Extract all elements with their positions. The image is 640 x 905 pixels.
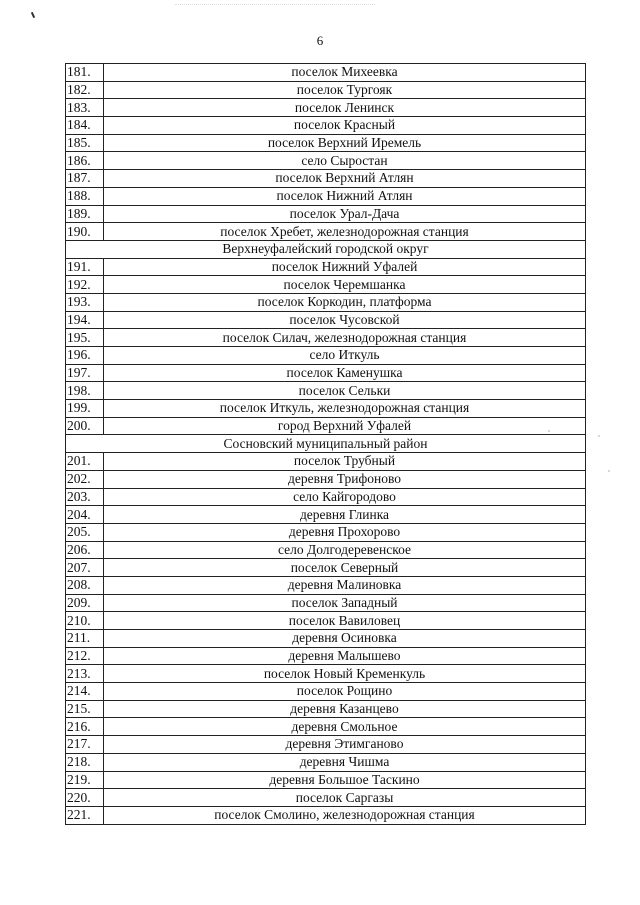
settlement-name: поселок Саргазы xyxy=(104,789,586,807)
settlement-name: поселок Коркодин, платформа xyxy=(104,293,586,311)
settlement-name: деревня Осиновка xyxy=(104,630,586,648)
settlement-name: поселок Смолино, железнодорожная станция xyxy=(104,806,586,824)
table-row xyxy=(66,276,586,294)
table-body xyxy=(66,64,586,825)
settlement-name: поселок Урал-Дача xyxy=(104,205,586,223)
row-number: 212. xyxy=(66,647,104,665)
row-number: 218. xyxy=(66,753,104,771)
settlement-name: деревня Этимганово xyxy=(104,736,586,754)
table-row xyxy=(66,541,586,559)
settlement-name: поселок Западный xyxy=(104,594,586,612)
section-title: Верхнеуфалейский городской округ xyxy=(66,240,586,258)
table-row xyxy=(66,170,586,188)
row-number: 185. xyxy=(66,134,104,152)
settlement-name: поселок Силач, железнодорожная станция xyxy=(104,329,586,347)
row-number: 205. xyxy=(66,523,104,541)
table-row xyxy=(66,559,586,577)
table-row xyxy=(66,311,586,329)
table-row xyxy=(66,152,586,170)
table-row xyxy=(66,99,586,117)
row-number: 214. xyxy=(66,683,104,701)
table-row xyxy=(66,293,586,311)
table-row xyxy=(66,64,586,82)
table-row xyxy=(66,665,586,683)
settlement-name: деревня Казанцево xyxy=(104,700,586,718)
table-row xyxy=(66,683,586,701)
table-row xyxy=(66,630,586,648)
settlement-name: поселок Иткуль, железнодорожная станция xyxy=(104,400,586,418)
settlement-name: деревня Трифоново xyxy=(104,470,586,488)
settlement-name: поселок Черемшанка xyxy=(104,276,586,294)
row-number: 195. xyxy=(66,329,104,347)
table-row xyxy=(66,806,586,824)
settlement-name: поселок Верхний Иремель xyxy=(104,134,586,152)
row-number: 206. xyxy=(66,541,104,559)
table-row xyxy=(66,470,586,488)
table-row xyxy=(66,612,586,630)
settlement-name: деревня Малиновка xyxy=(104,576,586,594)
settlement-name: поселок Вавиловец xyxy=(104,612,586,630)
table-row xyxy=(66,506,586,524)
row-number: 183. xyxy=(66,99,104,117)
table-row xyxy=(66,700,586,718)
row-number: 217. xyxy=(66,736,104,754)
row-number: 200. xyxy=(66,417,104,435)
row-number: 190. xyxy=(66,223,104,241)
row-number: 181. xyxy=(66,64,104,82)
table-row xyxy=(66,453,586,471)
row-number: 211. xyxy=(66,630,104,648)
settlement-name: поселок Рощино xyxy=(104,683,586,701)
row-number: 186. xyxy=(66,152,104,170)
table-row xyxy=(66,117,586,135)
row-number: 219. xyxy=(66,771,104,789)
settlement-name: поселок Нижний Уфалей xyxy=(104,258,586,276)
table-row xyxy=(66,258,586,276)
section-title: Сосновский муниципальный район xyxy=(66,435,586,453)
settlement-name: поселок Сельки xyxy=(104,382,586,400)
row-number: 187. xyxy=(66,170,104,188)
row-number: 207. xyxy=(66,559,104,577)
table-row xyxy=(66,576,586,594)
settlement-name: деревня Малышево xyxy=(104,647,586,665)
table-row xyxy=(66,400,586,418)
table-row xyxy=(66,523,586,541)
row-number: 201. xyxy=(66,453,104,471)
scan-artifact-mark xyxy=(31,12,35,18)
table-row xyxy=(66,223,586,241)
table-row xyxy=(66,329,586,347)
row-number: 196. xyxy=(66,347,104,365)
settlement-name: поселок Михеевка xyxy=(104,64,586,82)
settlement-name: деревня Прохорово xyxy=(104,523,586,541)
row-number: 213. xyxy=(66,665,104,683)
settlement-name: город Верхний Уфалей xyxy=(104,417,586,435)
settlement-name: поселок Трубный xyxy=(104,453,586,471)
table-row xyxy=(66,134,586,152)
row-number: 220. xyxy=(66,789,104,807)
table-row xyxy=(66,488,586,506)
row-number: 182. xyxy=(66,81,104,99)
settlement-name: поселок Верхний Атлян xyxy=(104,170,586,188)
row-number: 208. xyxy=(66,576,104,594)
scan-dot xyxy=(608,470,610,472)
page-number: 6 xyxy=(316,33,324,48)
table-row xyxy=(66,736,586,754)
row-number: 193. xyxy=(66,293,104,311)
row-number: 194. xyxy=(66,311,104,329)
table-row xyxy=(66,789,586,807)
settlement-name: поселок Красный xyxy=(104,117,586,135)
table-row xyxy=(66,187,586,205)
row-number: 191. xyxy=(66,258,104,276)
settlement-name: село Иткуль xyxy=(104,347,586,365)
row-number: 192. xyxy=(66,276,104,294)
table-row xyxy=(66,347,586,365)
row-number: 197. xyxy=(66,364,104,382)
row-number: 184. xyxy=(66,117,104,135)
row-number: 216. xyxy=(66,718,104,736)
row-number: 189. xyxy=(66,205,104,223)
row-number: 215. xyxy=(66,700,104,718)
row-number: 204. xyxy=(66,506,104,524)
settlement-name: поселок Ленинск xyxy=(104,99,586,117)
table-row xyxy=(66,753,586,771)
row-number: 199. xyxy=(66,400,104,418)
row-number: 198. xyxy=(66,382,104,400)
settlement-name: поселок Тургояк xyxy=(104,81,586,99)
settlement-name: деревня Глинка xyxy=(104,506,586,524)
table-row xyxy=(66,417,586,435)
faint-header-line xyxy=(175,4,375,7)
table-row xyxy=(66,647,586,665)
row-number: 203. xyxy=(66,488,104,506)
table-row xyxy=(66,594,586,612)
section-header-row xyxy=(66,240,586,258)
settlement-name: поселок Каменушка xyxy=(104,364,586,382)
table-row xyxy=(66,718,586,736)
settlement-name: поселок Чусовской xyxy=(104,311,586,329)
row-number: 188. xyxy=(66,187,104,205)
section-header-row xyxy=(66,435,586,453)
table-row xyxy=(66,382,586,400)
table-row xyxy=(66,771,586,789)
settlements-table xyxy=(65,63,586,825)
settlement-name: поселок Северный xyxy=(104,559,586,577)
table-row xyxy=(66,81,586,99)
row-number: 202. xyxy=(66,470,104,488)
settlement-name: поселок Нижний Атлян xyxy=(104,187,586,205)
row-number: 209. xyxy=(66,594,104,612)
settlement-name: поселок Новый Кременкуль xyxy=(104,665,586,683)
settlement-name: село Сыростан xyxy=(104,152,586,170)
settlement-name: деревня Большое Таскино xyxy=(104,771,586,789)
row-number: 221. xyxy=(66,806,104,824)
settlement-name: село Кайгородово xyxy=(104,488,586,506)
settlement-name: деревня Чишма xyxy=(104,753,586,771)
scan-dot xyxy=(598,435,600,437)
settlement-name: деревня Смольное xyxy=(104,718,586,736)
table-row xyxy=(66,205,586,223)
table-row xyxy=(66,364,586,382)
settlement-name: поселок Хребет, железнодорожная станция xyxy=(104,223,586,241)
settlement-name: село Долгодеревенское xyxy=(104,541,586,559)
row-number: 210. xyxy=(66,612,104,630)
